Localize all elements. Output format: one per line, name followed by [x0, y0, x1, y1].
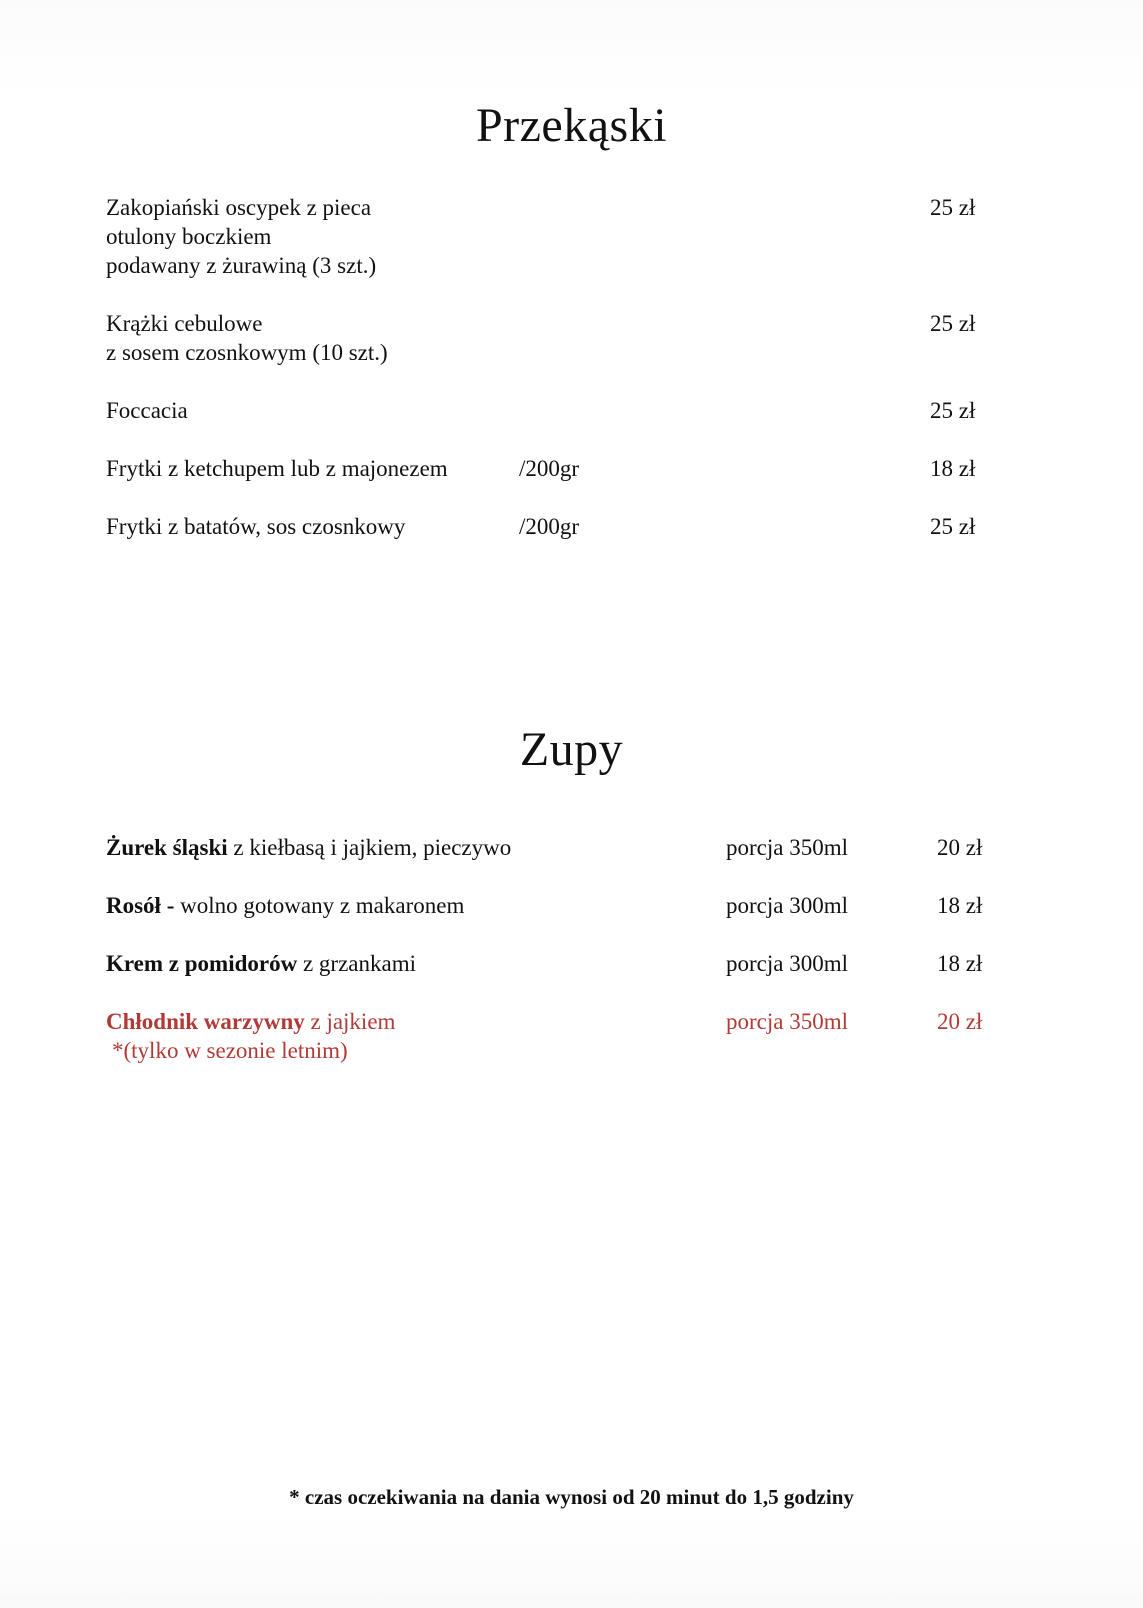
- item-name-line: Frytki z ketchupem lub z majonezem: [106, 456, 448, 481]
- item-name-description: wolno gotowany z makaronem: [174, 893, 465, 918]
- item-price: 18 zł: [930, 456, 976, 481]
- item-name-line: z sosem czosnkowym (10 szt.): [106, 340, 388, 365]
- menu-item-onion-rings: [106, 309, 1006, 367]
- menu-item-rosol: [106, 891, 1006, 920]
- item-name: [106, 833, 1006, 862]
- item-price: 20 zł: [937, 835, 983, 860]
- seasonal-note: *(tylko w sezonie letnim): [112, 1038, 348, 1063]
- item-name-description: z jajkiem: [304, 1009, 396, 1034]
- item-name-line: Krążki cebulowe: [106, 311, 263, 336]
- item-portion: porcja 300ml: [726, 951, 848, 976]
- item-price: 20 zł: [937, 1009, 983, 1034]
- waiting-time-note: * czas oczekiwania na dania wynosi od 20 minut do 1,5 godziny: [289, 1485, 854, 1509]
- menu-item-chlodnik: [106, 1007, 1006, 1065]
- menu-item-foccacia: [106, 396, 1006, 425]
- item-name-bold: Chłodnik warzywny: [106, 1009, 305, 1034]
- item-name-line: Foccacia: [106, 398, 188, 423]
- item-name-description: z grzankami: [297, 951, 416, 976]
- item-name-bold: Rosół -: [106, 893, 175, 918]
- item-name-line: podawany z żurawiną (3 szt.): [106, 253, 377, 278]
- item-name: [106, 1007, 1006, 1036]
- item-name-line: Zakopiański oscypek z pieca: [106, 195, 372, 220]
- item-name-bold: Krem z pomidorów: [106, 951, 298, 976]
- item-price: 18 zł: [937, 951, 983, 976]
- section-title-snacks: Przekąski: [475, 99, 668, 152]
- menu-item-oscypek: [106, 193, 1006, 280]
- item-price: 25 zł: [930, 514, 976, 539]
- item-price: 25 zł: [930, 311, 976, 336]
- item-name-line: otulony boczkiem: [106, 224, 272, 249]
- item-name: [106, 949, 1006, 978]
- item-price: 25 zł: [930, 195, 976, 220]
- item-price: 25 zł: [930, 398, 976, 423]
- item-portion: porcja 350ml: [726, 835, 848, 860]
- item-name-description: z kiełbasą i jajkiem, pieczywo: [227, 835, 512, 860]
- item-portion: porcja 300ml: [726, 893, 848, 918]
- item-name: [106, 891, 1006, 920]
- item-name-bold: Żurek śląski: [106, 835, 228, 860]
- item-portion: /200gr: [519, 514, 580, 539]
- item-name-line: Frytki z batatów, sos czosnkowy: [106, 514, 406, 539]
- section-title-soups: Zupy: [519, 723, 624, 776]
- menu-item-fries: [106, 454, 1006, 483]
- menu-item-sweet-potato-fries: [106, 512, 1006, 541]
- menu-item-zurek: [106, 833, 1006, 862]
- item-portion: /200gr: [519, 456, 580, 481]
- menu-item-tomato-cream: [106, 949, 1006, 978]
- item-price: 18 zł: [937, 893, 983, 918]
- item-portion: porcja 350ml: [726, 1009, 848, 1034]
